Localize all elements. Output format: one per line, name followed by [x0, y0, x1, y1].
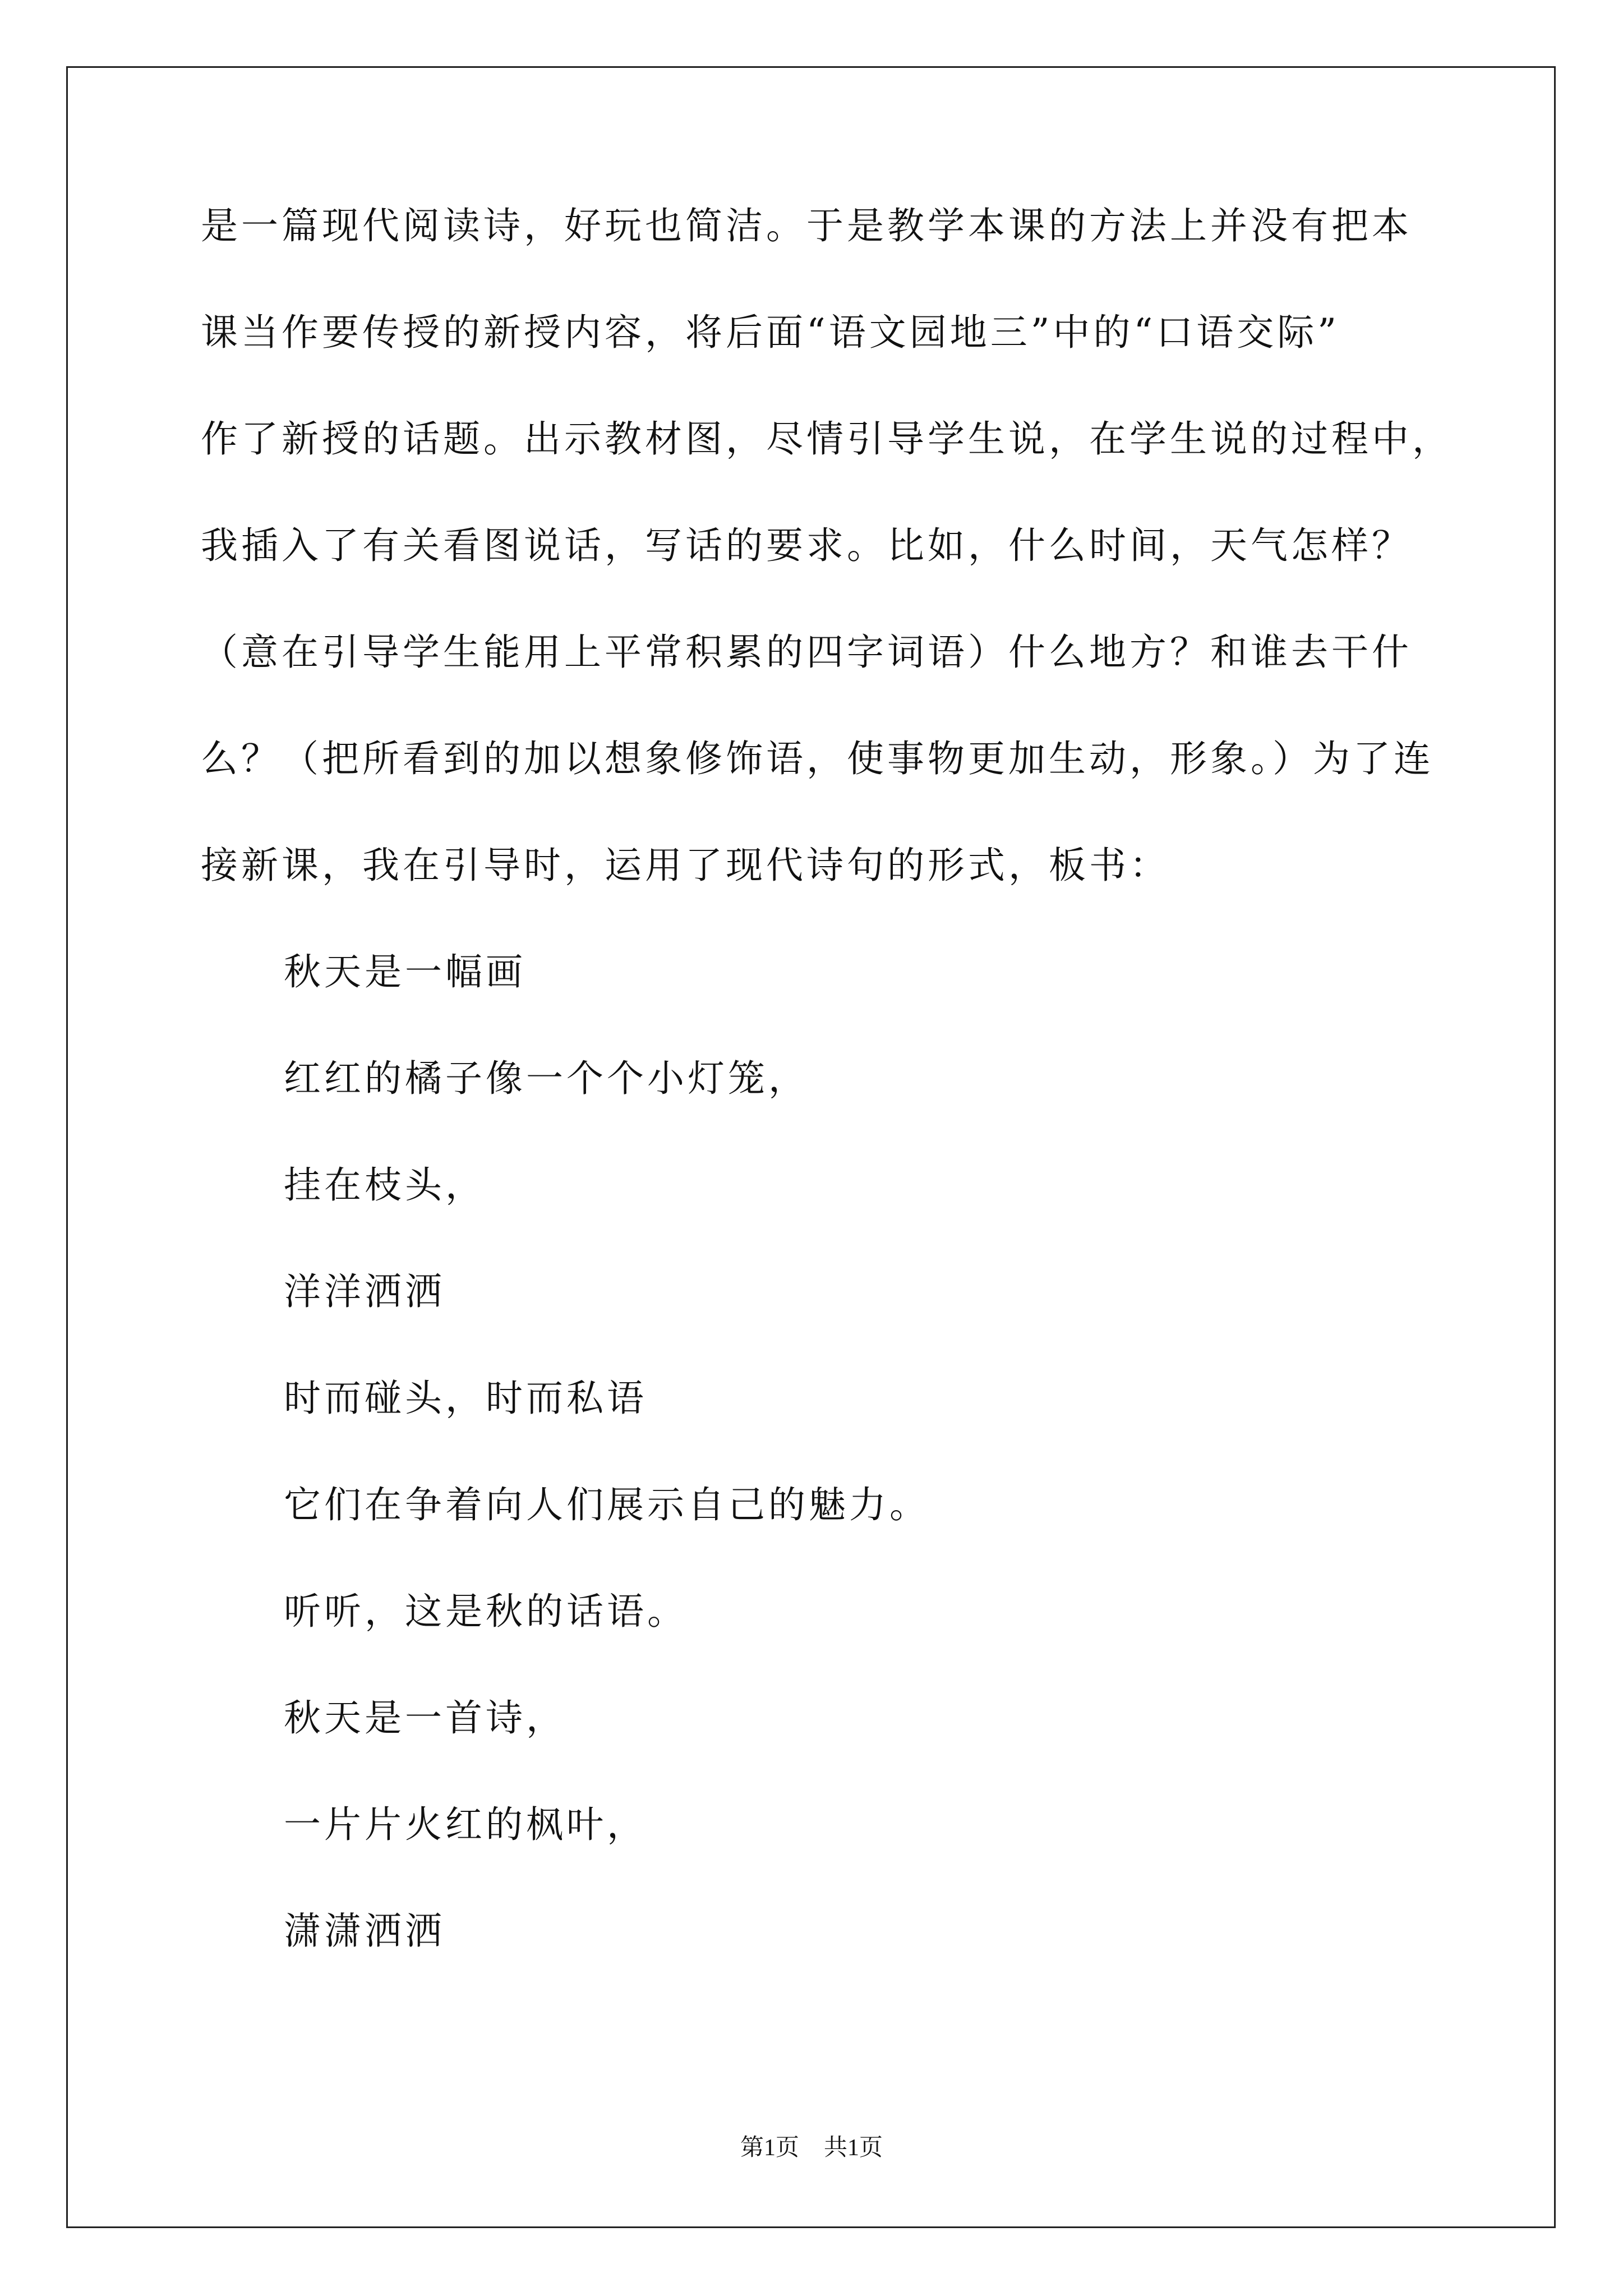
paragraph-line: 接新课，我在引导时，运用了现代诗句的形式，板书：	[201, 844, 1170, 887]
paragraph-line: 课当作要传授的新授内容，将后面“语文园地三”中的“口语交际”	[201, 311, 1340, 354]
poem-line: 时而碰头，时而私语	[284, 1377, 647, 1420]
paragraph-line: 是一篇现代阅读诗，好玩也简洁。于是教学本课的方法上并没有把本	[201, 204, 1412, 247]
poem-line: 红红的橘子像一个个小灯笼，	[284, 1057, 809, 1100]
poem-line: 听听，这是秋的话语。	[284, 1590, 688, 1633]
document-body	[201, 204, 1479, 2019]
poem-line: 一片片火红的枫叶，	[284, 1803, 647, 1846]
paragraph-line: 我插入了有关看图说话，写话的要求。比如，什么时间，天气怎样？	[201, 524, 1412, 567]
page-number-current: 第1页	[740, 2135, 799, 2161]
poem-line: 洋洋洒洒	[284, 1270, 445, 1313]
poem-line: 它们在争着向人们展示自己的魅力。	[284, 1483, 930, 1526]
poem-line: 潇潇洒洒	[284, 1910, 445, 1953]
paragraph-line: 么？（把所看到的加以想象修饰语，使事物更加生动，形象。）为了连	[201, 737, 1434, 780]
page-footer	[0, 2134, 1623, 2161]
paragraph-line: 作了新授的话题。出示教材图，尽情引导学生说，在学生说的过程中，	[201, 417, 1453, 461]
paragraph-line: （意在引导学生能用上平常积累的四字词语）什么地方？和谁去干什	[201, 631, 1412, 674]
poem-line: 秋天是一首诗，	[284, 1696, 566, 1740]
poem-line: 秋天是一幅画	[284, 950, 526, 993]
poem-line: 挂在枝头，	[284, 1163, 486, 1207]
page-number-total: 共1页	[824, 2135, 883, 2161]
